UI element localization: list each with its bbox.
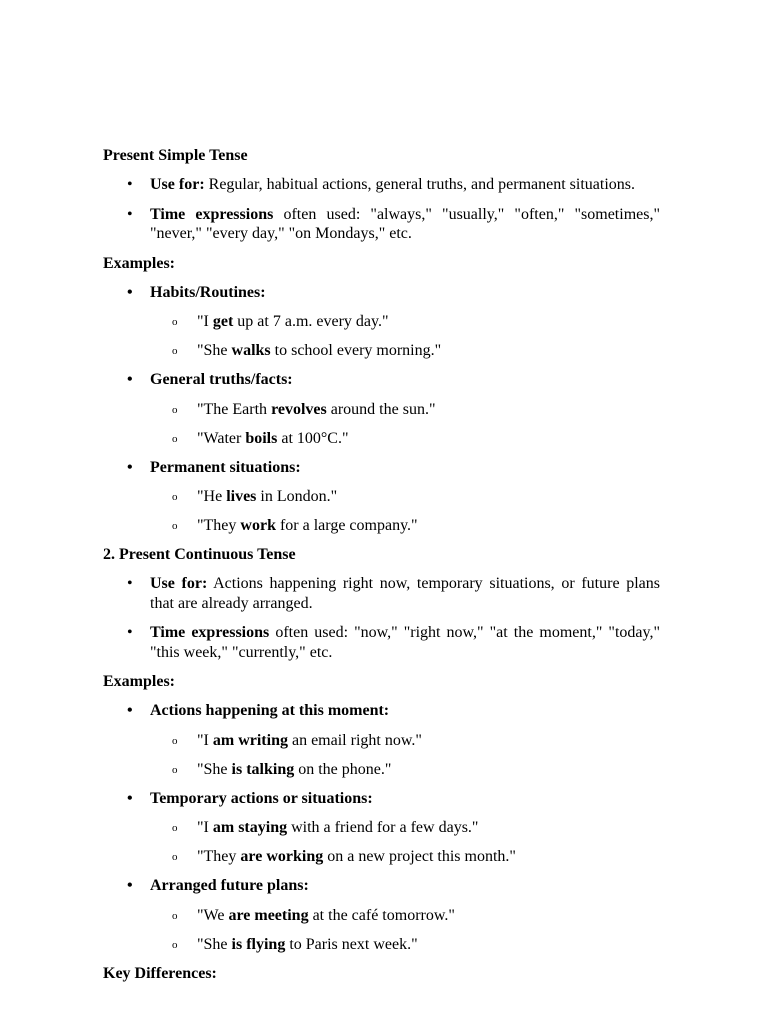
key-differences-heading: Key Differences: (103, 964, 217, 982)
category-permanent (103, 458, 660, 478)
example-text: with a friend for a few days." (287, 819, 479, 836)
bullet-icon: • (127, 283, 133, 301)
example-text: "The Earth (197, 400, 272, 418)
example-item (103, 731, 660, 750)
category-label: Actions happening at this moment: (150, 702, 390, 719)
bullet-icon: • (127, 877, 133, 894)
category-this-moment (103, 701, 660, 721)
example-text: an email right now." (287, 731, 422, 749)
label-use-for: Use for: (150, 176, 205, 193)
text-use-for: Regular, habitual actions, general truths, and permanent situations. (204, 176, 635, 193)
category-label: Temporary actions or situations: (150, 789, 373, 807)
example-verb: am writing (212, 731, 288, 749)
bullet-time-expressions (103, 623, 660, 662)
example-verb: get (212, 313, 234, 330)
circle-bullet-icon: o (172, 734, 178, 747)
text-use-for: Actions happening right now, temporary situations, or future plans that are already arranged. (150, 575, 660, 612)
bullet-icon: • (127, 575, 133, 592)
examples-heading: Examples: (103, 254, 175, 272)
example-verb: is flying (231, 935, 286, 953)
example-text: for a large company." (275, 517, 418, 534)
text-time-expressions: often used: "now," "right now," "at the moment," "today," "this week," "currently," etc. (150, 624, 661, 661)
label-time-expressions: Time expressions (150, 205, 274, 223)
example-verb: are meeting (228, 906, 309, 924)
example-item (103, 312, 660, 331)
bullet-icon: • (127, 205, 133, 223)
example-text: "I (197, 819, 213, 836)
example-text: "She (197, 760, 232, 778)
bullet-icon: • (127, 176, 133, 193)
example-item (103, 906, 660, 925)
category-label: Habits/Routines: (150, 283, 266, 301)
category-temporary (103, 789, 660, 809)
label-use-for: Use for: (150, 575, 208, 592)
bullet-icon: • (127, 624, 133, 641)
circle-bullet-icon: o (172, 491, 178, 503)
circle-bullet-icon: o (172, 822, 178, 834)
example-text: around the sun." (326, 400, 436, 418)
circle-bullet-icon: o (172, 316, 178, 328)
example-text: "They (197, 517, 241, 534)
example-text: "I (197, 731, 213, 749)
example-verb: walks (231, 342, 271, 359)
example-text: at the café tomorrow." (308, 906, 455, 924)
example-verb: boils (245, 429, 278, 447)
example-text: "She (197, 342, 232, 359)
section-title-present-continuous: 2. Present Continuous Tense (103, 546, 296, 563)
bullet-icon: • (127, 371, 133, 388)
label-time-expressions: Time expressions (150, 624, 270, 641)
example-text: "I (197, 313, 213, 330)
document-content (103, 146, 660, 993)
category-label: Permanent situations: (150, 458, 301, 476)
example-item (103, 818, 660, 837)
example-text: "We (197, 906, 229, 924)
example-item (103, 429, 660, 448)
example-text: "Water (197, 429, 246, 447)
example-text: up at 7 a.m. every day." (233, 313, 389, 330)
example-text: to school every morning." (270, 342, 442, 359)
category-future-plans (103, 876, 660, 896)
section-title-present-simple: Present Simple Tense (103, 147, 248, 164)
example-item (103, 847, 660, 866)
circle-bullet-icon: o (172, 432, 178, 445)
bullet-use-for (103, 175, 660, 195)
category-habits (103, 283, 660, 303)
category-general-truths (103, 370, 660, 390)
example-text: "She (197, 935, 232, 953)
example-verb: am staying (212, 819, 288, 836)
example-text: to Paris next week." (285, 935, 418, 953)
example-text: on a new project this month." (323, 848, 516, 865)
example-verb: is talking (231, 760, 295, 778)
circle-bullet-icon: o (172, 763, 178, 776)
example-text: on the phone." (294, 760, 392, 778)
example-verb: revolves (271, 400, 327, 418)
circle-bullet-icon: o (172, 938, 178, 951)
example-item (103, 760, 660, 779)
text-time-expressions: often used: "always," "usually," "often," "sometimes," "never," "every day," "on Mondays," etc. (150, 205, 660, 242)
category-label: General truths/facts: (150, 371, 293, 388)
example-text: "They (197, 848, 241, 865)
bullet-icon: • (127, 789, 133, 807)
examples-heading: Examples: (103, 673, 175, 690)
circle-bullet-icon: o (172, 851, 178, 863)
example-item (103, 487, 660, 506)
example-item (103, 341, 660, 360)
category-label: Arranged future plans: (150, 877, 309, 894)
example-text: in London." (256, 488, 338, 505)
example-text: "He (197, 488, 227, 505)
bullet-icon: • (127, 458, 133, 476)
example-verb: lives (226, 488, 257, 505)
circle-bullet-icon: o (172, 909, 178, 922)
circle-bullet-icon: o (172, 520, 178, 532)
bullet-time-expressions (103, 205, 660, 244)
example-verb: are working (240, 848, 324, 865)
example-text: at 100°C." (277, 429, 349, 447)
example-item (103, 400, 660, 419)
circle-bullet-icon: o (172, 345, 178, 357)
example-item (103, 935, 660, 954)
circle-bullet-icon: o (172, 403, 178, 416)
example-verb: work (240, 517, 276, 534)
bullet-icon: • (127, 702, 133, 719)
example-item (103, 516, 660, 535)
bullet-use-for (103, 574, 660, 613)
